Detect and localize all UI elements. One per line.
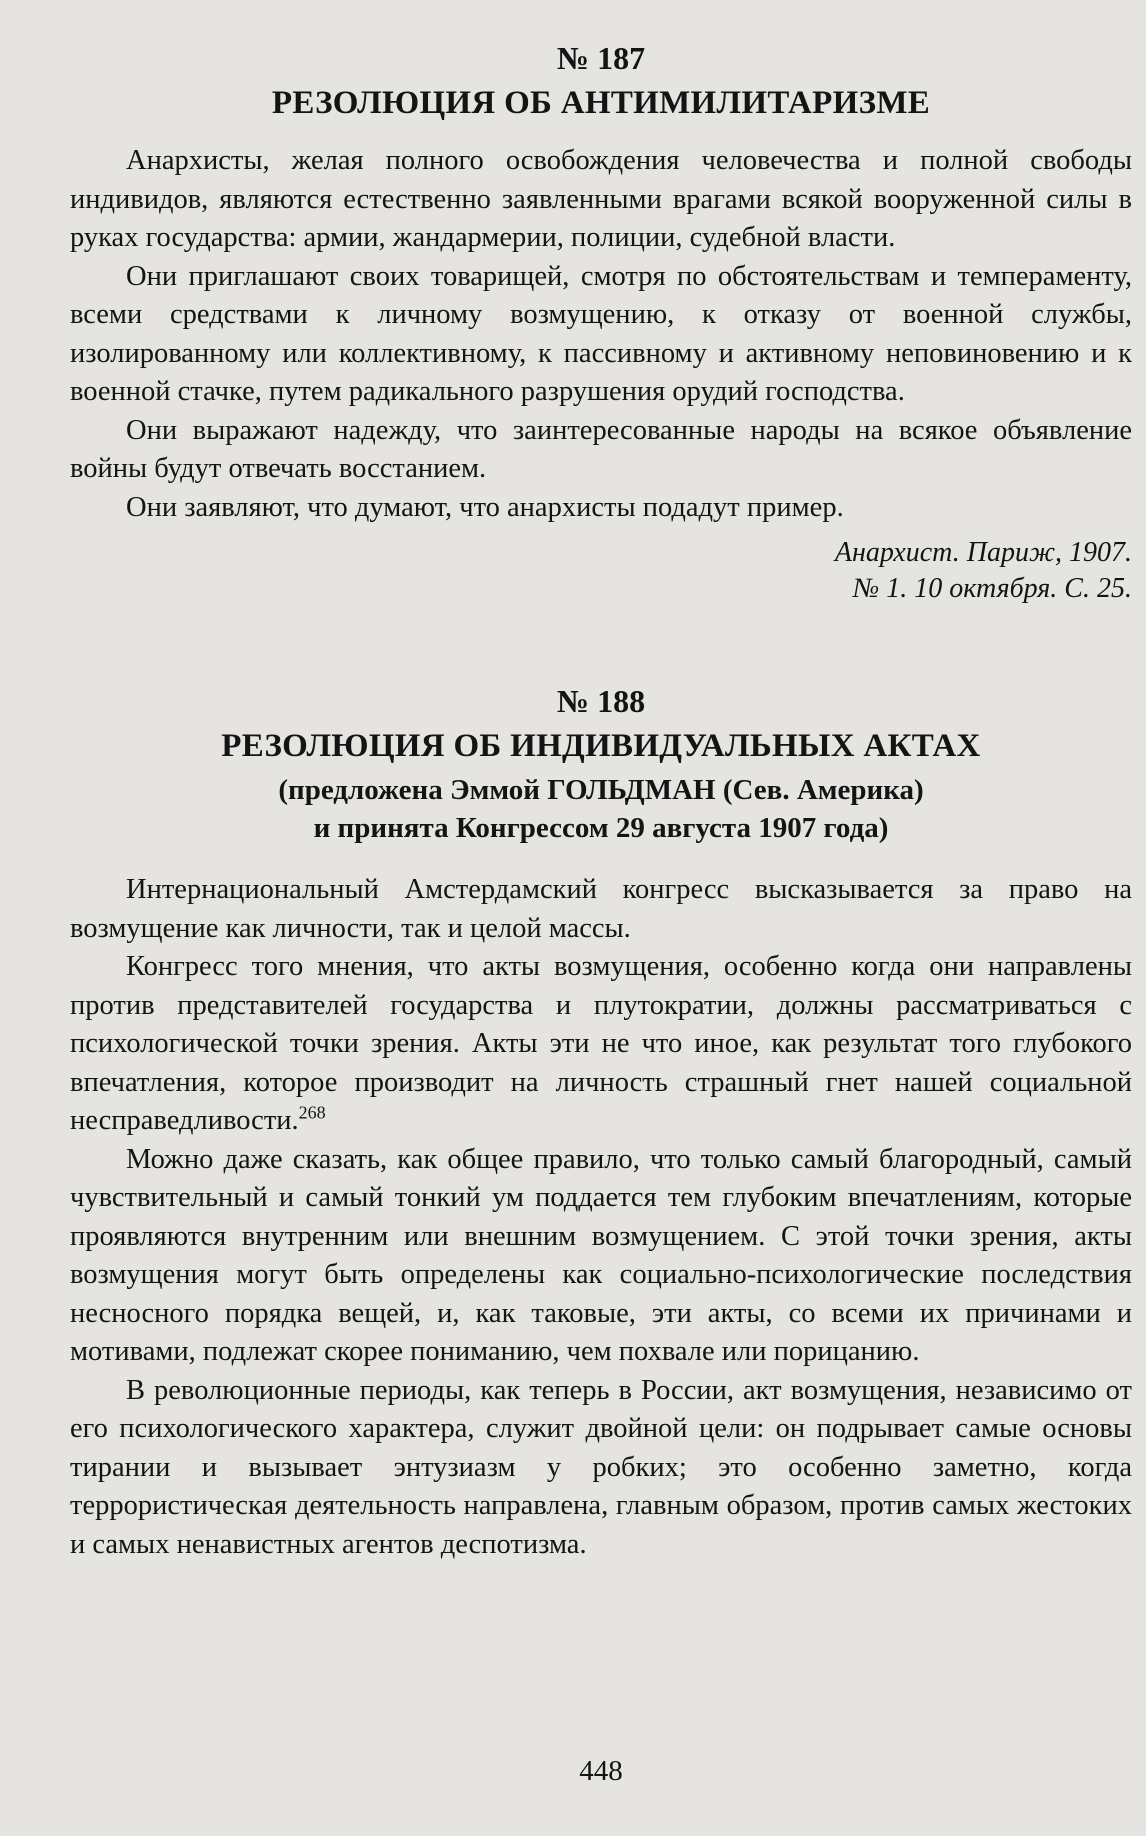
paragraph: Анархисты, желая полного освобождения человечества и полной свободы индивидов, являются естественно заявленными врагами всякой вооруженной силы в руках государства: армии, жандармерии, полиции, судебной власти. [70,145,1132,253]
paragraph-text: Конгресс того мнения, что акты возмущения, особенно когда они направлены против представителей государства и плутократии, должны рассматриваться с психологической точки зрения. Акты эти не что иное, как результат того глубокого впечатления, которое производит на личность страшный гнет нашей социальной несправедливости. [70,951,1132,1136]
paragraph: Интернациональный Амстердамский конгресс высказывается за право на возмущение как личности, так и целой массы. [70,874,1132,944]
document-number: № 187 [556,40,646,76]
source-citation-line: № 1. 10 октября. С. 25. [852,573,1132,604]
document-title: РЕЗОЛЮЦИЯ ОБ АНТИМИЛИТАРИЗМЕ [271,85,931,121]
document-187 [70,38,1132,607]
paragraph: Можно даже сказать, как общее правило, что только самый благородный, самый чувствительный и самый тонкий ум поддается тем глубоким впечатлениям, которые проявляются внутренним или внешним возмущением. С этой точки зрения, акты возмущения могут быть определены как социально-психологические последствия несносного порядка вещей, и, как таковые, эти акты, со всеми их причинами и мотивами, подлежат скорее пониманию, чем похвале или порицанию. [70,1143,1132,1367]
document-number: № 188 [556,683,646,719]
footnote-reference: 268 [298,1102,326,1123]
paragraph: Они выражают надежду, что заинтересованные народы на всякое объявление войны будут отвечать восстанием. [70,414,1132,484]
paragraph: Они заявляют, что думают, что анархисты подадут пример. [126,491,844,523]
document-title: РЕЗОЛЮЦИЯ ОБ ИНДИВИДУАЛЬНЫХ АКТАХ [221,728,981,764]
source-citation [70,535,1132,607]
page-number: 448 [579,1755,623,1787]
document-subtitle: (предложена Эммой ГОЛЬДМАН (Сев. Америка) [278,774,924,806]
document-subtitle: и принята Конгрессом 29 августа 1907 года) [313,812,889,844]
paragraph: Они приглашают своих товарищей, смотря по обстоятельствам и темпераменту, всеми средствами к личному возмущению, к отказу от военной службы, изолированному или коллективному, к пассивному и активному неповиновению и к военной стачке, путем радикального разрушения орудий господства. [70,260,1132,407]
source-citation-line: Анархист. Париж, 1907. [834,537,1132,568]
document-188 [70,681,1132,1564]
book-page [70,38,1132,1798]
paragraph: В революционные периоды, как теперь в России, акт возмущения, независимо от его психологического характера, служит двойной цели: он подрывает самые основы тирании и вызывает энтузиазм у робких; это особенно заметно, когда террористическая деятельность направлена, главным образом, против самых жестоких и самых ненавистных агентов деспотизма. [70,1374,1132,1560]
paragraph [70,948,1132,1141]
section-gap [70,607,1132,681]
